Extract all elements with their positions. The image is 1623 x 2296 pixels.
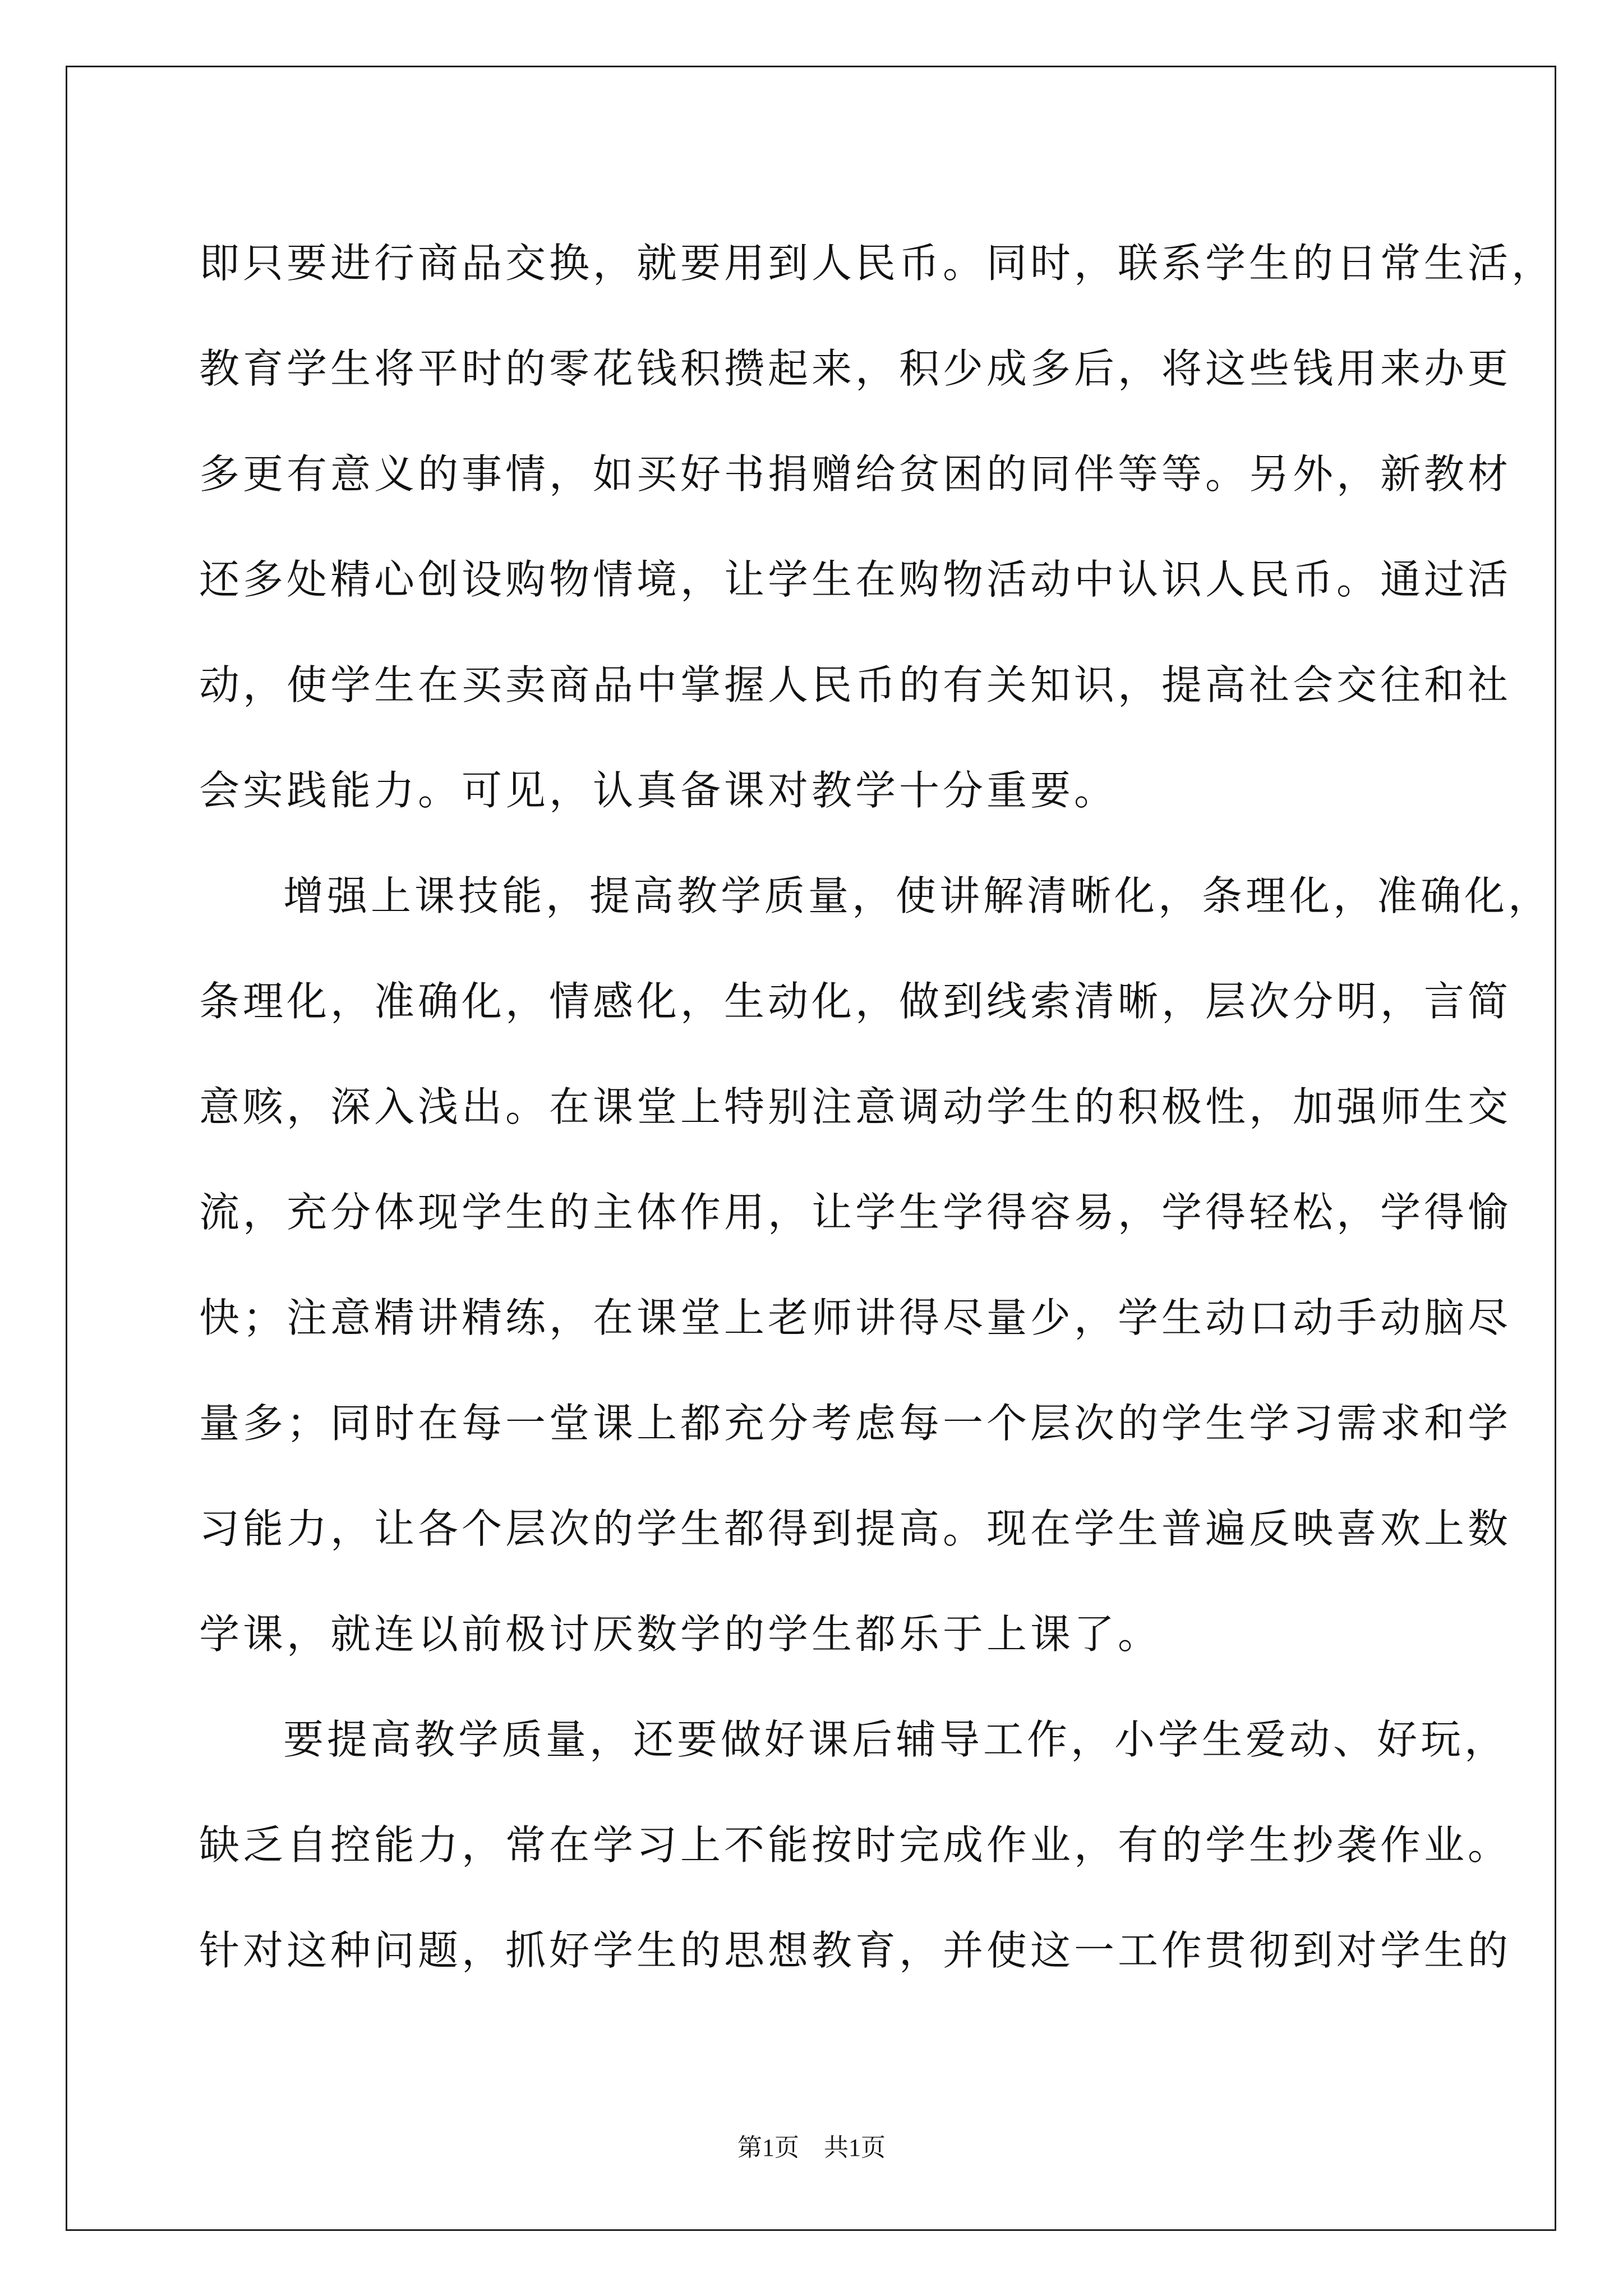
page-number-label: 第1页 共1页 bbox=[737, 2134, 886, 2161]
text-line: 缺乏自控能力，常在学习上不能按时完成作业，有的学生抄袭作业。 bbox=[199, 1821, 1512, 1869]
text-line: 意赅，深入浅出。在课堂上特别注意调动学生的积极性，加强师生交 bbox=[199, 1083, 1512, 1130]
text-line: 习能力，让各个层次的学生都得到提高。现在学生普遍反映喜欢上数 bbox=[199, 1505, 1512, 1552]
paragraph-first-line: 要提高教学质量，还要做好课后辅导工作，小学生爱动、好玩， bbox=[283, 1716, 1509, 1763]
document-body bbox=[199, 210, 1556, 2003]
text-line: 条理化，准确化，情感化，生动化，做到线索清晰，层次分明，言简 bbox=[199, 978, 1512, 1025]
text-line: 针对这种问题，抓好学生的思想教育，并使这一工作贯彻到对学生的 bbox=[199, 1927, 1512, 1974]
text-line: 即只要进行商品交换，就要用到人民币。同时，联系学生的日常生活， bbox=[199, 240, 1556, 287]
text-line: 量多；同时在每一堂课上都充分考虑每一个层次的学生学习需求和学 bbox=[199, 1400, 1512, 1447]
text-line: 流，充分体现学生的主体作用，让学生学得容易，学得轻松，学得愉 bbox=[199, 1189, 1512, 1236]
text-line: 还多处精心创设购物情境，让学生在购物活动中认识人民币。通过活 bbox=[199, 556, 1512, 603]
text-line: 多更有意义的事情，如买好书捐赠给贫困的同伴等等。另外，新教材 bbox=[199, 450, 1512, 498]
page-footer bbox=[0, 2127, 1623, 2163]
text-line: 学课，就连以前极讨厌数学的学生都乐于上课了。 bbox=[199, 1611, 1162, 1658]
text-line: 教育学生将平时的零花钱积攒起来，积少成多后，将这些钱用来办更 bbox=[199, 345, 1512, 392]
text-line: 动，使学生在买卖商品中掌握人民币的有关知识，提高社会交往和社 bbox=[199, 661, 1512, 708]
text-line: 快；注意精讲精练，在课堂上老师讲得尽量少，学生动口动手动脑尽 bbox=[199, 1294, 1512, 1341]
text-line: 会实践能力。可见，认真备课对教学十分重要。 bbox=[199, 767, 1118, 814]
paragraph-first-line: 增强上课技能，提高教学质量，使讲解清晰化，条理化，准确化， bbox=[283, 872, 1552, 919]
